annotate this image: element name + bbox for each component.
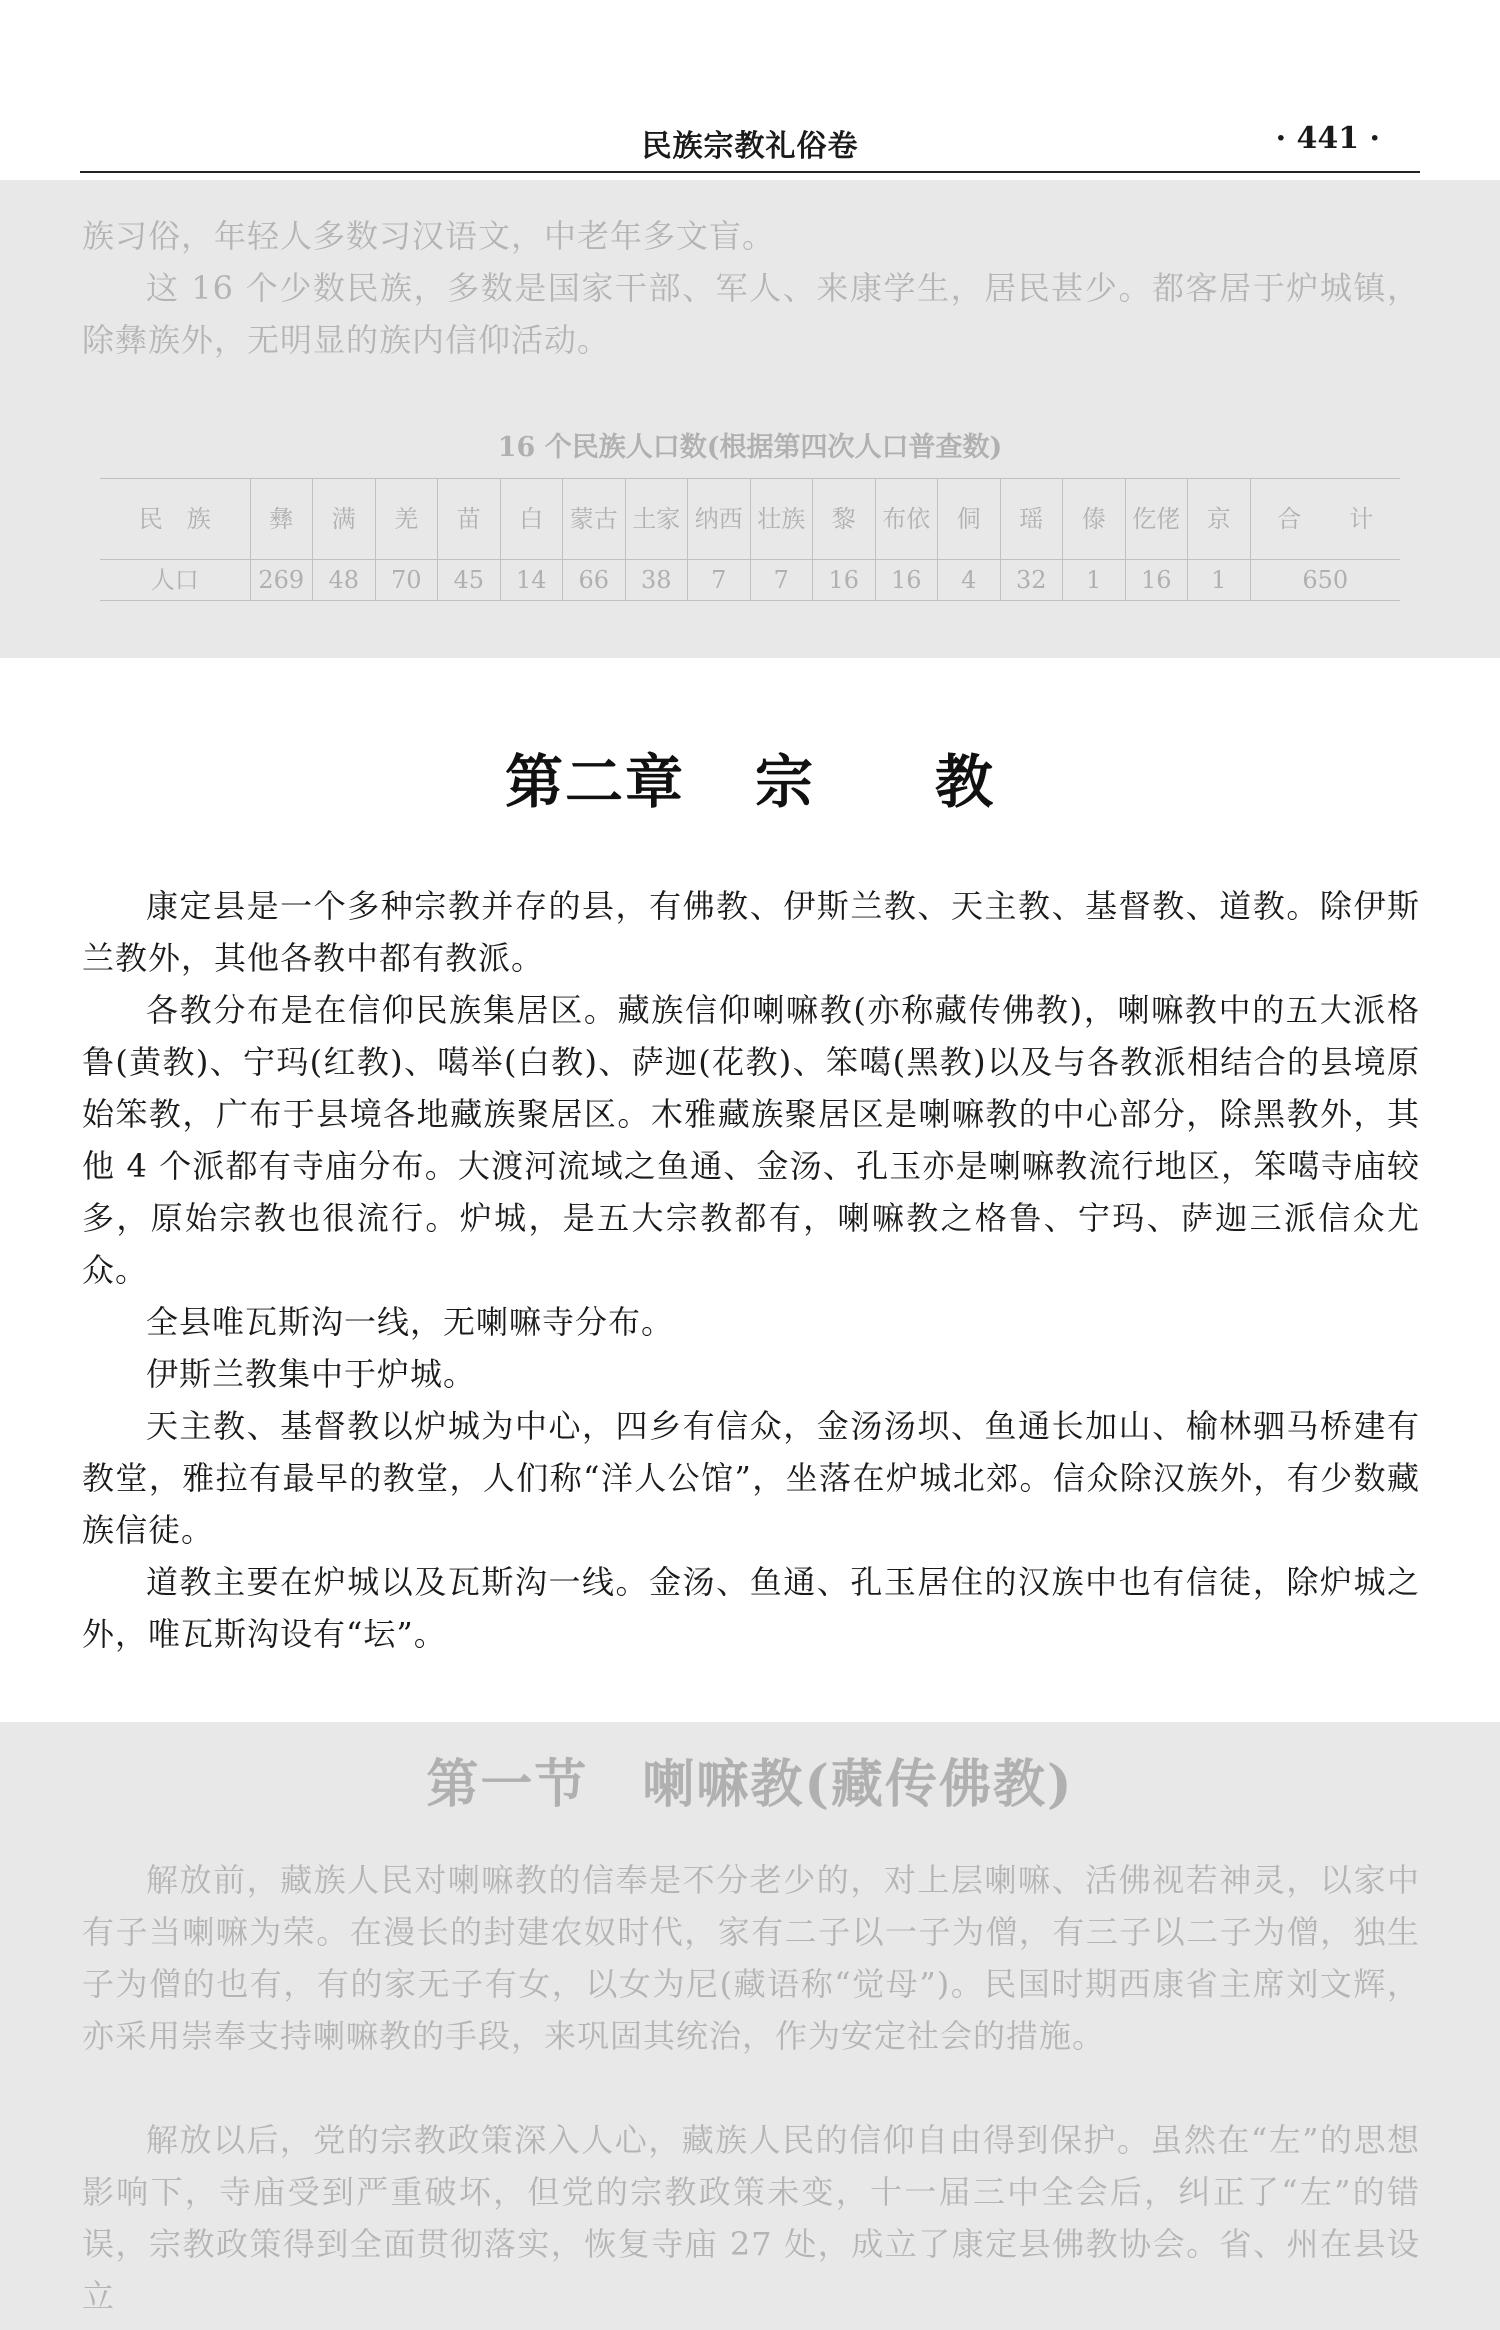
body-paragraph-1: 康定县是一个多种宗教并存的县，有佛教、伊斯兰教、天主教、基督教、道教。除伊斯兰教外，其他各教中都有教派。 [82, 887, 1420, 977]
population-cell: 16 [1125, 560, 1188, 601]
ethnic-cell: 羌 [375, 479, 438, 560]
population-cell: 16 [813, 560, 876, 601]
section-heading: 第一节 喇嘛教(藏传佛教) [426, 1754, 1074, 1815]
ethnic-cell: 黎 [813, 479, 876, 560]
top-paragraph-2: 这 16 个少数民族，多数是国家干部、军人、来康学生，居民甚少。都客居于炉城镇，除彝族外，无明显的族内信仰活动。 [82, 269, 1420, 359]
population-cell: 269 [250, 560, 313, 601]
table-title: 16 个民族人口数(根据第四次人口普查数) [497, 432, 1003, 463]
chapter-number: 第二章 [504, 748, 685, 816]
ethnic-cell: 苗 [438, 479, 501, 560]
top-paragraph-1: 族习俗，年轻人多数习汉语文，中老年多文盲。 [82, 217, 776, 255]
ethnic-cell: 纳西 [688, 479, 751, 560]
ethnic-cell: 京 [1188, 479, 1251, 560]
population-cell: 4 [938, 560, 1001, 601]
running-title: 民族宗教礼俗卷 [641, 129, 859, 164]
table-row-ethnic [100, 479, 1400, 560]
table-row-population [100, 560, 1400, 601]
body-paragraph-2: 各教分布是在信仰民族集居区。藏族信仰喇嘛教(亦称藏传佛教)，喇嘛教中的五大派格鲁(黄教)、宁玛(红教)、噶举(白教)、萨迦(花教)、笨噶(黑教)以及与各教派相结合的县境原始笨教，广布于县境各地藏族聚居区。木雅藏族聚居区是喇嘛教的中心部分，除黑教外，其他 4 个派都有寺庙分布。大渡河流域之鱼通、金汤、孔玉亦是喇嘛教流行地区，笨噶寺庙较多，原始宗教也很流行。炉城，是五大宗教都有，喇嘛教之格鲁、宁玛、萨迦三派信众尤众。 [82, 991, 1420, 1289]
body-paragraph-5: 天主教、基督教以炉城为中心，四乡有信众，金汤汤坝、鱼通长加山、榆林驷马桥建有教堂，雅拉有最早的教堂，人们称“洋人公馆”，坐落在炉城北郊。信众除汉族外，有少数藏族信徒。 [82, 1407, 1420, 1549]
population-cell: 48 [313, 560, 376, 601]
section-paragraph-2: 解放以后，党的宗教政策深入人心，藏族人民的信仰自由得到保护。虽然在“左”的思想影响下，寺庙受到严重破坏，但党的宗教政策未变，十一届三中全会后，纠正了“左”的错误，宗教政策得到全面贯彻落实，恢复寺庙 27 处，成立了康定县佛教协会。省、州在县设立 [82, 2121, 1420, 2315]
page-number: · 441 · [1275, 121, 1380, 156]
body-paragraph-3: 全县唯瓦斯沟一线，无喇嘛寺分布。 [146, 1303, 675, 1341]
ethnic-cell: 傣 [1063, 479, 1126, 560]
row-header-population: 人口 [100, 560, 250, 601]
population-cell: 70 [375, 560, 438, 601]
chapter-title-part-a: 宗 [754, 748, 815, 816]
population-cell: 66 [563, 560, 626, 601]
ethnic-cell: 壮族 [750, 479, 813, 560]
ethnic-cell: 布依 [875, 479, 938, 560]
population-cell: 1 [1188, 560, 1251, 601]
chapter-heading [0, 735, 1500, 819]
population-cell: 32 [1000, 560, 1063, 601]
row-header-ethnic: 民 族 [100, 479, 250, 560]
population-cell: 14 [500, 560, 563, 601]
body-paragraph-6: 道教主要在炉城以及瓦斯沟一线。金汤、鱼通、孔玉居住的汉族中也有信徒，除炉城之外，唯瓦斯沟设有“坛”。 [82, 1563, 1420, 1653]
page-header [80, 115, 1420, 173]
ethnic-cell: 彝 [250, 479, 313, 560]
total-value: 650 [1250, 560, 1400, 601]
population-cell: 16 [875, 560, 938, 601]
ethnic-cell: 蒙古 [563, 479, 626, 560]
population-cell: 45 [438, 560, 501, 601]
ethnic-cell: 侗 [938, 479, 1001, 560]
population-table [100, 478, 1400, 601]
section-paragraph-1: 解放前，藏族人民对喇嘛教的信奉是不分老少的，对上层喇嘛、活佛视若神灵，以家中有子当喇嘛为荣。在漫长的封建农奴时代，家有二子以一子为僧，有三子以二子为僧，独生子为僧的也有，有的家无子有女，以女为尼(藏语称“觉母”)。民国时期西康省主席刘文辉，亦采用崇奉支持喇嘛教的手段，来巩固其统治，作为安定社会的措施。 [82, 1861, 1420, 2055]
population-cell: 38 [625, 560, 688, 601]
ethnic-cell: 仡佬 [1125, 479, 1188, 560]
population-cell: 1 [1063, 560, 1126, 601]
population-cell: 7 [750, 560, 813, 601]
ethnic-cell: 瑶 [1000, 479, 1063, 560]
population-cell: 7 [688, 560, 751, 601]
ethnic-cell: 满 [313, 479, 376, 560]
ethnic-cell: 白 [500, 479, 563, 560]
total-header: 合 计 [1250, 479, 1400, 560]
ethnic-cell: 土家 [625, 479, 688, 560]
chapter-title-part-b: 教 [935, 748, 996, 816]
body-paragraph-4: 伊斯兰教集中于炉城。 [146, 1355, 477, 1393]
